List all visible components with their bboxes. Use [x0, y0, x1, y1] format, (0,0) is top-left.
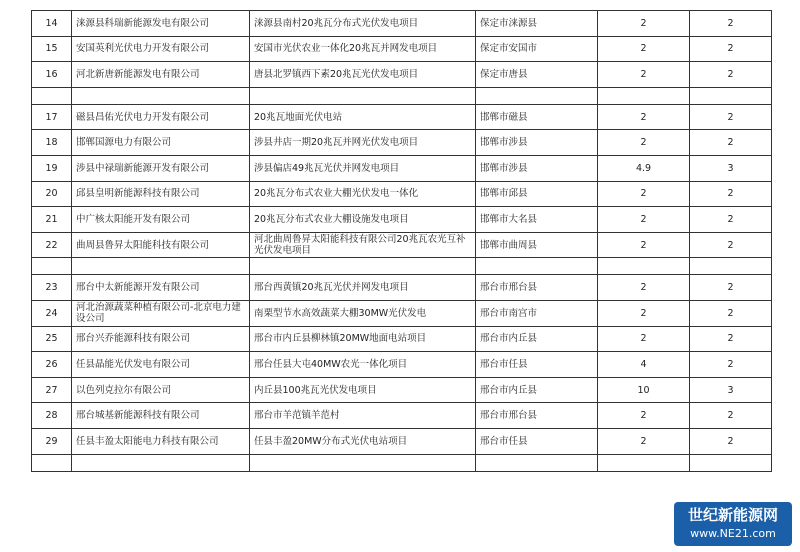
value-1-cell	[598, 454, 690, 471]
row-number-cell: 18	[32, 130, 72, 156]
project-name-cell: 20兆瓦分布式农业大棚设施发电项目	[250, 207, 476, 233]
value-2-cell: 2	[690, 207, 772, 233]
value-1-cell: 2	[598, 36, 690, 62]
location-cell: 邢台市内丘县	[476, 377, 598, 403]
row-number-cell: 29	[32, 428, 72, 454]
value-2-cell: 2	[690, 232, 772, 258]
table-row	[32, 207, 772, 233]
table-row	[32, 11, 772, 37]
location-cell: 邯郸市曲周县	[476, 232, 598, 258]
row-number-cell: 24	[32, 300, 72, 326]
value-1-cell: 2	[598, 326, 690, 352]
location-cell	[476, 454, 598, 471]
value-1-cell	[598, 87, 690, 104]
company-name-cell: 邱县皇明新能源科技有限公司	[72, 181, 250, 207]
value-1-cell: 2	[598, 207, 690, 233]
table-row	[32, 300, 772, 326]
row-number-cell	[32, 454, 72, 471]
location-cell: 邢台市任县	[476, 428, 598, 454]
project-name-cell: 河北曲周鲁昇太阳能科技有限公司20兆瓦农光互补光伏发电项目	[250, 232, 476, 258]
project-name-cell	[250, 258, 476, 275]
project-name-cell: 涉县井店一期20兆瓦并网光伏发电项目	[250, 130, 476, 156]
company-name-cell	[72, 87, 250, 104]
value-1-cell: 2	[598, 62, 690, 88]
value-2-cell: 3	[690, 377, 772, 403]
location-cell	[476, 87, 598, 104]
spacer-row	[32, 454, 772, 471]
location-cell: 邯郸市涉县	[476, 155, 598, 181]
location-cell: 保定市安国市	[476, 36, 598, 62]
ne21-watermark	[674, 502, 792, 546]
project-name-cell	[250, 454, 476, 471]
row-number-cell: 28	[32, 403, 72, 429]
location-cell: 邢台市内丘县	[476, 326, 598, 352]
company-name-cell	[72, 258, 250, 275]
location-cell: 邯郸市邱县	[476, 181, 598, 207]
location-cell: 邯郸市涉县	[476, 130, 598, 156]
value-1-cell: 2	[598, 428, 690, 454]
location-cell: 邢台市邢台县	[476, 275, 598, 301]
table-row	[32, 352, 772, 378]
location-cell: 保定市唐县	[476, 62, 598, 88]
company-name-cell: 涉县中禄瑞新能源开发有限公司	[72, 155, 250, 181]
project-name-cell	[250, 87, 476, 104]
row-number-cell	[32, 87, 72, 104]
company-name-cell: 邢台中太新能源开发有限公司	[72, 275, 250, 301]
company-name-cell	[72, 454, 250, 471]
value-1-cell	[598, 258, 690, 275]
company-name-cell: 曲周县鲁昇太阳能科技有限公司	[72, 232, 250, 258]
table-row	[32, 130, 772, 156]
table-row	[32, 155, 772, 181]
table-row	[32, 326, 772, 352]
row-number-cell: 23	[32, 275, 72, 301]
project-name-cell: 20兆瓦分布式农业大棚光伏发电一体化	[250, 181, 476, 207]
table-row	[32, 104, 772, 130]
project-name-cell: 涉县偏店49兆瓦光伏并网发电项目	[250, 155, 476, 181]
value-2-cell	[690, 258, 772, 275]
value-2-cell: 2	[690, 403, 772, 429]
value-2-cell	[690, 87, 772, 104]
value-2-cell: 2	[690, 275, 772, 301]
location-cell: 邯郸市磁县	[476, 104, 598, 130]
value-1-cell: 2	[598, 130, 690, 156]
table-row	[32, 377, 772, 403]
company-name-cell: 磁县昌佑光伏电力开发有限公司	[72, 104, 250, 130]
value-2-cell	[690, 454, 772, 471]
company-name-cell: 邢台兴乔能源科技有限公司	[72, 326, 250, 352]
location-cell: 保定市涞源县	[476, 11, 598, 37]
project-table	[31, 10, 772, 472]
company-name-cell: 以色列克拉尔有限公司	[72, 377, 250, 403]
row-number-cell: 26	[32, 352, 72, 378]
value-2-cell: 2	[690, 181, 772, 207]
company-name-cell: 涞源县科瑞新能源发电有限公司	[72, 11, 250, 37]
value-1-cell: 2	[598, 181, 690, 207]
project-name-cell: 邢台西黄镇20兆瓦光伏并网发电项目	[250, 275, 476, 301]
location-cell: 邢台市南宫市	[476, 300, 598, 326]
project-name-cell: 20兆瓦地面光伏电站	[250, 104, 476, 130]
row-number-cell	[32, 258, 72, 275]
table-row	[32, 36, 772, 62]
spacer-row	[32, 258, 772, 275]
row-number-cell: 21	[32, 207, 72, 233]
value-1-cell: 2	[598, 403, 690, 429]
row-number-cell: 17	[32, 104, 72, 130]
row-number-cell: 25	[32, 326, 72, 352]
table-row	[32, 275, 772, 301]
company-name-cell: 任县丰盈太阳能电力科技有限公司	[72, 428, 250, 454]
value-1-cell: 4.9	[598, 155, 690, 181]
table-row	[32, 181, 772, 207]
company-name-cell: 安国英利光伏电力开发有限公司	[72, 36, 250, 62]
company-name-cell: 邢台城基新能源科技有限公司	[72, 403, 250, 429]
value-1-cell: 2	[598, 11, 690, 37]
value-2-cell: 2	[690, 428, 772, 454]
watermark-title: 世纪新能源网	[687, 506, 778, 524]
watermark-url: www.NE21.com	[690, 527, 776, 540]
project-table-body	[32, 11, 772, 472]
table-row	[32, 62, 772, 88]
company-name-cell: 邯郸国源电力有限公司	[72, 130, 250, 156]
project-name-cell: 内丘县100兆瓦光伏发电项目	[250, 377, 476, 403]
project-name-cell: 邢台任县大屯40MW农光一体化项目	[250, 352, 476, 378]
project-name-cell: 安国市光伏农业一体化20兆瓦并网发电项目	[250, 36, 476, 62]
value-2-cell: 2	[690, 326, 772, 352]
value-1-cell: 2	[598, 232, 690, 258]
project-name-cell: 唐县北罗镇西下素20兆瓦光伏发电项目	[250, 62, 476, 88]
value-2-cell: 2	[690, 130, 772, 156]
table-row	[32, 428, 772, 454]
value-2-cell: 2	[690, 300, 772, 326]
table-row	[32, 403, 772, 429]
project-name-cell: 邢台市内丘县柳林镇20MW地面电站项目	[250, 326, 476, 352]
value-2-cell: 2	[690, 36, 772, 62]
location-cell: 邢台市邢台县	[476, 403, 598, 429]
row-number-cell: 27	[32, 377, 72, 403]
value-2-cell: 2	[690, 352, 772, 378]
row-number-cell: 19	[32, 155, 72, 181]
project-name-cell: 涞源县南村20兆瓦分布式光伏发电项目	[250, 11, 476, 37]
value-1-cell: 2	[598, 104, 690, 130]
row-number-cell: 16	[32, 62, 72, 88]
value-2-cell: 2	[690, 11, 772, 37]
company-name-cell: 河北新唐新能源发电有限公司	[72, 62, 250, 88]
row-number-cell: 15	[32, 36, 72, 62]
row-number-cell: 22	[32, 232, 72, 258]
value-2-cell: 2	[690, 104, 772, 130]
spacer-row	[32, 87, 772, 104]
location-cell: 邢台市任县	[476, 352, 598, 378]
row-number-cell: 20	[32, 181, 72, 207]
value-1-cell: 2	[598, 275, 690, 301]
value-2-cell: 2	[690, 62, 772, 88]
project-name-cell: 南栗型节水高效蔬菜大棚30MW光伏发电	[250, 300, 476, 326]
company-name-cell: 中广核太阳能开发有限公司	[72, 207, 250, 233]
project-name-cell: 任县丰盈20MW分布式光伏电站项目	[250, 428, 476, 454]
value-2-cell: 3	[690, 155, 772, 181]
value-1-cell: 4	[598, 352, 690, 378]
value-1-cell: 2	[598, 300, 690, 326]
row-number-cell: 14	[32, 11, 72, 37]
company-name-cell: 河北治源蔬菜种植有限公司-北京电力建设公司	[72, 300, 250, 326]
project-name-cell: 邢台市羊范镇羊范村	[250, 403, 476, 429]
location-cell: 邯郸市大名县	[476, 207, 598, 233]
company-name-cell: 任县晶能光伏发电有限公司	[72, 352, 250, 378]
location-cell	[476, 258, 598, 275]
table-row	[32, 232, 772, 258]
value-1-cell: 10	[598, 377, 690, 403]
